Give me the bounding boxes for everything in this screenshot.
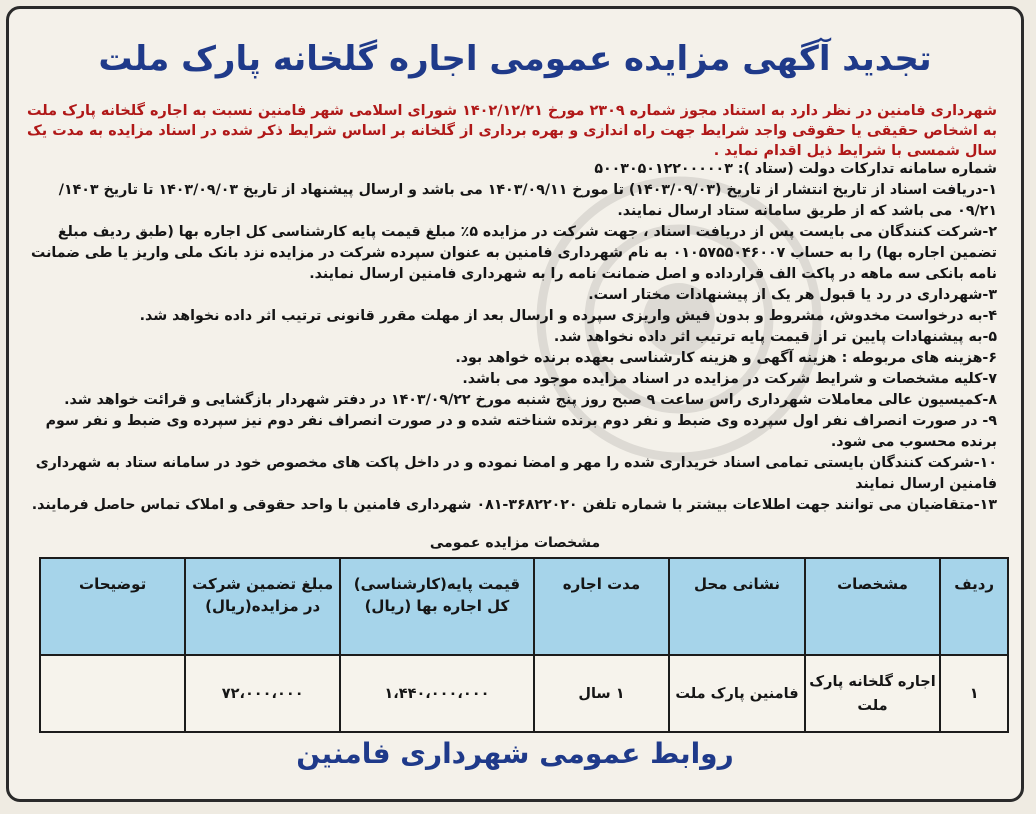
header-base-price: قیمت پایه(کارشناسی) کل اجاره بها (ریال) bbox=[340, 558, 534, 655]
condition-item: ۳-شهرداری در رد یا قبول هر یک از پیشنهادات مختار است. bbox=[588, 287, 997, 303]
condition-item: ۸-کمیسیون عالی معاملات شهرداری راس ساعت ۹ صبح روز پنج شنبه مورخ ۱۴۰۳/۰۹/۲۲ در دفتر شهردار بازگشایی و قرائت خواهد شد. bbox=[64, 392, 997, 408]
condition-item: ۷-کلیه مشخصات و شرایط شرکت در مزایده در اسناد مزایده موجود می باشد. bbox=[462, 371, 997, 387]
header-row-number: ردیف bbox=[940, 558, 1008, 655]
system-number: شماره سامانه تدارکات دولت (ستاد ): ۵۰۰۳۰۵۰۱۲۲۰۰۰۰۰۳ bbox=[594, 161, 997, 177]
auction-table bbox=[39, 557, 1009, 733]
condition-item: ۹- در صورت انصراف نفر اول سپرده وی ضبط و نفر دوم برنده شناخته شده و در صورت انصراف نفر دوم نیز سپرده وی ضبط و نفر سوم برنده محسوب می شود. bbox=[45, 413, 997, 450]
table-caption: مشخصات مزایده عمومی bbox=[429, 535, 601, 551]
condition-item: ۱۰-شرکت کنندگان بایستی تمامی اسناد خریداری شده را مهر و امضا نموده و در داخل پاکت های مخصوص خود در سامانه ستاد به شهرداری فامنین ارسال نمایند bbox=[35, 455, 997, 492]
conditions-list bbox=[27, 159, 997, 516]
cell-lease-duration: ۱ سال bbox=[534, 655, 670, 732]
condition-item: ۵-به پیشنهادات پایین تر از قیمت پایه ترتیب اثر داده نخواهد شد. bbox=[553, 329, 997, 345]
cell-row-number: ۱ bbox=[940, 655, 1008, 732]
header-notes: توضیحات bbox=[40, 558, 185, 655]
table-header-row bbox=[40, 558, 1008, 655]
cell-address: فامنین پارک ملت bbox=[669, 655, 805, 732]
cell-specs: اجاره گلخانه پارک ملت bbox=[805, 655, 941, 732]
advertisement-frame bbox=[6, 6, 1024, 802]
header-guarantee-amount: مبلغ تضمین شرکت در مزایده(ریال) bbox=[185, 558, 340, 655]
condition-item: ۱-دریافت اسناد از تاریخ انتشار از تاریخ (۱۴۰۳/۰۹/۰۳) تا مورخ ۱۴۰۳/۰۹/۱۱ می باشد و ارسال پیشنهاد از تاریخ ۱۴۰۳/۰۹/۰۳ تا تاریخ ۱۴۰۳/ ۰۹/۲۱ می باشد که از طریق سامانه ستاد ارسال نمایند. bbox=[58, 182, 997, 219]
header-specs: مشخصات bbox=[805, 558, 941, 655]
condition-item: ۶-هزینه های مربوطه : هزینه آگهی و هزینه کارشناسی بعهده برنده خواهد بود. bbox=[455, 350, 997, 366]
cell-notes bbox=[40, 655, 185, 732]
condition-item: ۲-شرکت کنندگان می بایست پس از دریافت اسناد ، جهت شرکت در مزایده ۵٪ مبلغ قیمت پایه کارشناسی کل اجاره بها (طبق ردیف مبلغ تضمین اجاره بها) را به حساب ۰۱۰۵۷۵۵۰۴۶۰۰۷ به نام شهرداری فامنین به عنوان سپرده شرکت در مزایده نزد بانک ملی واریز یا طی ضمانت نامه بانکی سه ماهه در پاکت الف قرارداده و اصل ضمانت نامه را به شهرداری فامنین ارسال نمایند. bbox=[31, 224, 997, 282]
footer-signature: روابط عمومی شهرداری فامنین bbox=[296, 737, 734, 770]
header-address: نشانی محل bbox=[669, 558, 805, 655]
page-title: تجدید آگهی مزایده عمومی اجاره گلخانه پارک ملت bbox=[98, 39, 932, 79]
cell-base-price: ۱،۴۴۰،۰۰۰،۰۰۰ bbox=[340, 655, 534, 732]
table-row bbox=[40, 655, 1008, 732]
condition-item: ۴-به درخواست مخدوش، مشروط و بدون فیش واریزی سپرده و ارسال بعد از مهلت مقرر قانونی ترتیب اثر داده نخواهد شد. bbox=[139, 308, 997, 324]
condition-item: ۱۳-متقاضیان می توانند جهت اطلاعات بیشتر با شماره تلفن ۳۶۸۲۲۰۲۰-۰۸۱ شهرداری فامنین با واحد حقوقی و املاک تماس حاصل فرمایند. bbox=[31, 497, 997, 513]
intro-paragraph: شهرداری فامنین در نظر دارد به استناد مجوز شماره ۲۳۰۹ مورخ ۱۴۰۲/۱۲/۲۱ شورای اسلامی شهر فامنین نسبت به اجاره گلخانه پارک ملت به اشخاص حقیقی یا حقوقی واجد شرایط جهت راه اندازی و بهره برداری از گلخانه بر اساس شرایط ذکر شده در اسناد مزایده به مدت یک سال شمسی با شرایط ذیل اقدام نماید . bbox=[27, 103, 998, 159]
cell-guarantee-amount: ۷۲،۰۰۰،۰۰۰ bbox=[185, 655, 340, 732]
header-lease-duration: مدت اجاره bbox=[534, 558, 670, 655]
